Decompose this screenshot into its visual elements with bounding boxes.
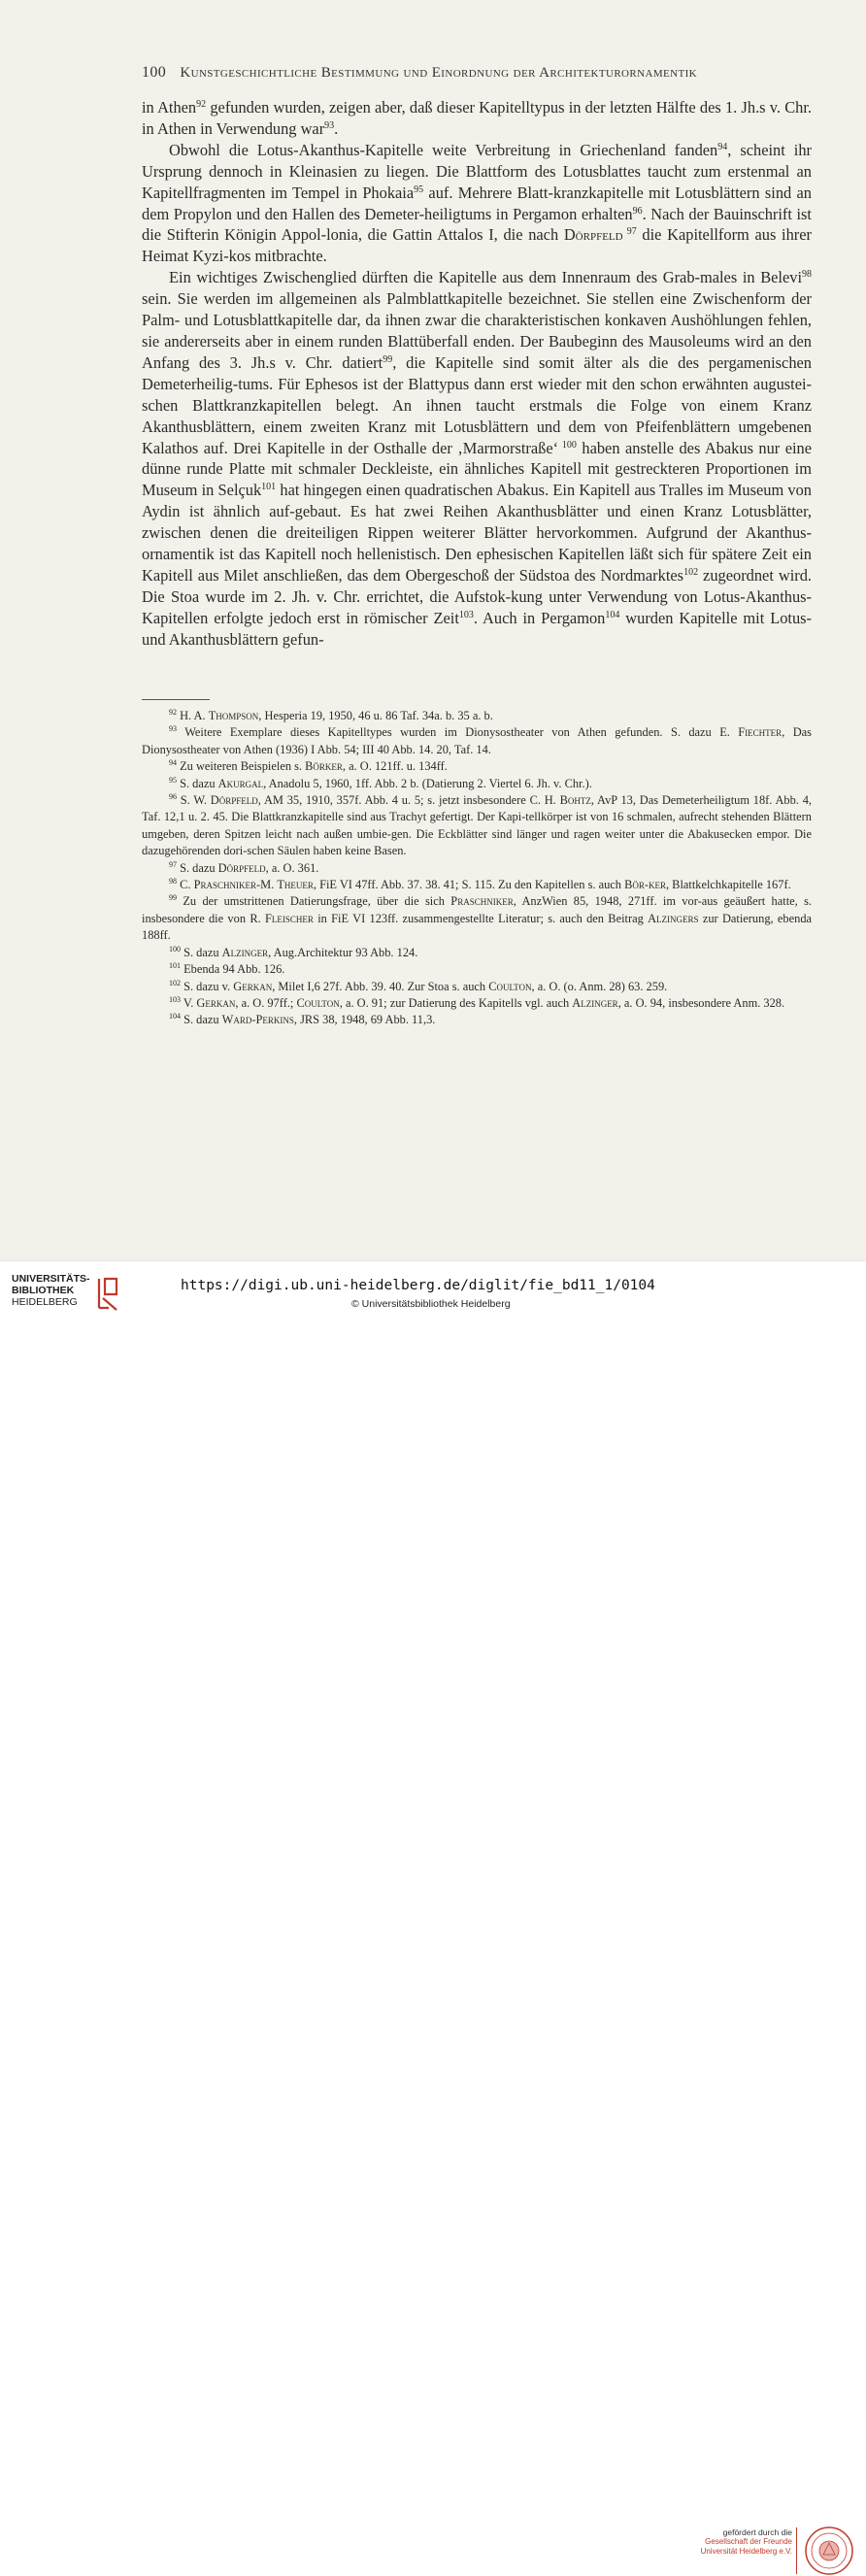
society-seal-icon	[804, 2526, 854, 2576]
footnote: $^{98}$ C. Praschniker-M. Theuer, FiE VI 47ff. Abb. 37. 38. 41; S. 115. Zu den Kapitellen s. auch Bör-ker, Blattkelchkapitelle 167f.	[169, 877, 791, 892]
footnote: $^{99}$ Zu der umstrittenen Datierungsfrage, über die sich Praschniker, AnzWien 85, 1948, 271ff. im vor-aus geäußert hatte, s. insbesondere die von R. Fleischer in FiE VI 123ff. zusammengestellte Literatur; s. auch den Beitrag Alzingers zur Datierung, ebenda 188ff.	[142, 893, 813, 943]
main-text	[142, 97, 812, 651]
footnote: $^{94}$ Zu weiteren Beispielen s. Börker, a. O. 121ff. u. 134ff.	[169, 758, 448, 774]
footnote: $^{100}$ S. dazu Alzinger, Aug.Architektur 93 Abb. 124.	[169, 944, 418, 959]
scanned-page	[0, 0, 866, 1260]
footnote-rule	[142, 699, 210, 700]
running-title: Kunstgeschichtliche Bestimmung und Einordnung der Architekturornamentik	[180, 65, 697, 81]
body-paragraph: in Athen$^{92}$ gefunden wurden, zeigen aber, daß dieser Kapitelltypus in der letzten Hälfte des 1. Jh.s v. Chr. in Athen in Verwendung war$^{93}$.	[142, 98, 812, 138]
footnote: $^{104}$ S. dazu Ward-Perkins, JRS 38, 1948, 69 Abb. 11,3.	[169, 1012, 436, 1027]
footnotes	[142, 708, 812, 1029]
body-paragraph: Ein wichtiges Zwischenglied dürften die Kapitelle aus dem Innenraum des Grab-males in Belevi$^{98}$ sein. Sie werden im allgemeinen als Palmblattkapitelle bezeichnet. Sie stellen eine Zwischenform der Palm- und Lotusblattkapitelle dar, da ihnen zwar die charakteristischen konkaven Aushöhlungen fehlen, sie andererseits aber in einem runden Blattüberfall enden. Der Baubeginn des Mausoleums wird an den Anfang des 3. Jh.s v. Chr. datiert$^{99}$, die Kapitelle sind somit älter als die des pergamenischen Demeterheilig-tums. Für Ephesos ist der Blattypus dann erst wieder mit den schon erwähnten augustei-schen Blattkranzkapitellen belegt. An ihnen taucht erstmals die Folge von einem Kranz Akanthusblättern, einem zweiten Kranz mit Lotusblättern und dem von Pfeifenblättern umgebenen Kalathos auf. Drei Kapitelle in der Osthalle der ‚Marmorstraße‘ $^{100}$ haben anstelle des Abakus nur eine dünne runde Platte mit schmaler Deckleiste, ein ähnliches Kapitell mit gestreckteren Proportionen im Museum in Selçuk$^{101}$ hat hingegen einen quadratischen Abakus. Ein Kapitell aus Tralles im Museum von Aydin ist ähnlich auf-gebaut. Es hat zwei Reihen Akanthusblätter und einen Kranz Lotusblätter, zwischen denen die dreiteiligen Rippen weiterer Blätter hervorkommen. Aufgrund der Akanthus-ornamentik ist das Kapitell noch hellenistisch. Den ephesischen Kapitellen läßt sich für spätere Zeit ein Kapitell aus Milet anschließen, das dem Obergeschoß der Südstoa des Nordmarktes$^{102}$ zugeordnet wird. Die Stoa wurde im 2. Jh. v. Chr. errichtet, die Aufstok-kung unter Verwendung von Lotus-Akanthus-Kapitellen erfolgte jedoch erst in römischer Zeit$^{103}$. Auch in Pergamon$^{104}$ wurden Kapitelle mit Lotus- und Akanthusblättern gefun-	[142, 268, 813, 649]
footnote: $^{103}$ V. Gerkan, a. O. 97ff.; Coulton, a. O. 91; zur Datierung des Kapitells vgl. auch Alzinger, a. O. 94, insbesondere Anm. 328.	[169, 994, 785, 1010]
footnote: $^{97}$ S. dazu Dörpfeld, a. O. 361.	[169, 859, 319, 875]
funding-note	[685, 2527, 792, 2557]
footnote: $^{96}$ S. W. Dörpfeld, AM 35, 1910, 357f. Abb. 4 u. 5; s. jetzt insbesondere C. H. Bohtz, AvP 13, Das Demeterheiligtum 18f. Abb. 4, Taf. 12,1 u. 2. 45. Die Blattkranzkapitelle sind aus Trachyt gefertigt. Der Kapi-tellkörper ist von 16 schmalen, aufrecht stehenden Blättern umgeben, deren Spitzen leicht nach außen umbie-gen. Die Eckblätter sind länger und ragen weiter unter die Abakusecken empor. Die dazugehörenden dori-schen Säulen haben keine Basen.	[142, 792, 812, 858]
footnote: $^{95}$ S. dazu Akurgal, Anadolu 5, 1960, 1ff. Abb. 2 b. (Datierung 2. Viertel 6. Jh. v. Chr.).	[169, 775, 592, 790]
ub-logo-mark-icon	[95, 1275, 120, 1312]
page-number: 100	[142, 64, 167, 81]
copyright-notice: © Universitätsbibliothek Heidelberg	[351, 1298, 511, 1310]
footnote: $^{92}$ H. A. Thompson, Hesperia 19, 1950, 46 u. 86 Taf. 34a. b. 35 a. b.	[169, 708, 493, 722]
logo-line-3: HEIDELBERG	[12, 1296, 78, 1308]
body-paragraph: Obwohl die Lotus-Akanthus-Kapitelle weite Verbreitung in Griechenland fanden$^{94}$, scheint ihr Ursprung dennoch in Kleinasien zu liegen. Die Blattform des Lotusblattes taucht zum erstenmal an Kapitellfragmenten im Tempel in Phokaia$^{95}$ auf. Mehrere Blatt-kranzkapitelle mit Lotusblättern sind an dem Propylon und den Hallen des Demeter-heiligtums in Pergamon erhalten$^{96}$. Nach der Bauinschrift ist die Stifterin Königin Appol-lonia, die Gattin Attalos I, die nach Dörpfeld $^{97}$ die Kapitellform aus ihrer Heimat Kyzi-kos mitbrachte.	[142, 140, 812, 266]
ub-heidelberg-logo[interactable]	[12, 1273, 118, 1314]
footnote: $^{101}$ Ebenda 94 Abb. 126.	[169, 961, 285, 977]
footnote: $^{102}$ S. dazu v. Gerkan, Milet I,6 27f. Abb. 39. 40. Zur Stoa s. auch Coulton, a. O. (o. Anm. 28) 63. 259.	[169, 978, 668, 993]
society-name-line-1[interactable]: Gesellschaft der Freunde	[705, 2537, 792, 2546]
logo-line-1: UNIVERSITÄTS-	[12, 1273, 90, 1285]
logo-line-2: BIBLIOTHEK	[12, 1285, 75, 1296]
footnote: $^{93}$ Weitere Exemplare dieses Kapitelltypes wurden im Dionysostheater von Athen gefunden. S. dazu E. Fiechter, Das Dionysostheater von Athen (1936) I Abb. 54; III 40 Abb. 14. 20, Taf. 14.	[142, 724, 812, 756]
funded-by-label: gefördert durch die	[722, 2527, 792, 2537]
society-name-line-2[interactable]: Universität Heidelberg e.V.	[700, 2547, 792, 2556]
footer-divider	[796, 2527, 797, 2574]
permalink-url[interactable]: https://digi.ub.uni-heidelberg.de/diglit/fie_bd11_1/0104	[181, 1278, 655, 1293]
running-header	[142, 64, 812, 82]
